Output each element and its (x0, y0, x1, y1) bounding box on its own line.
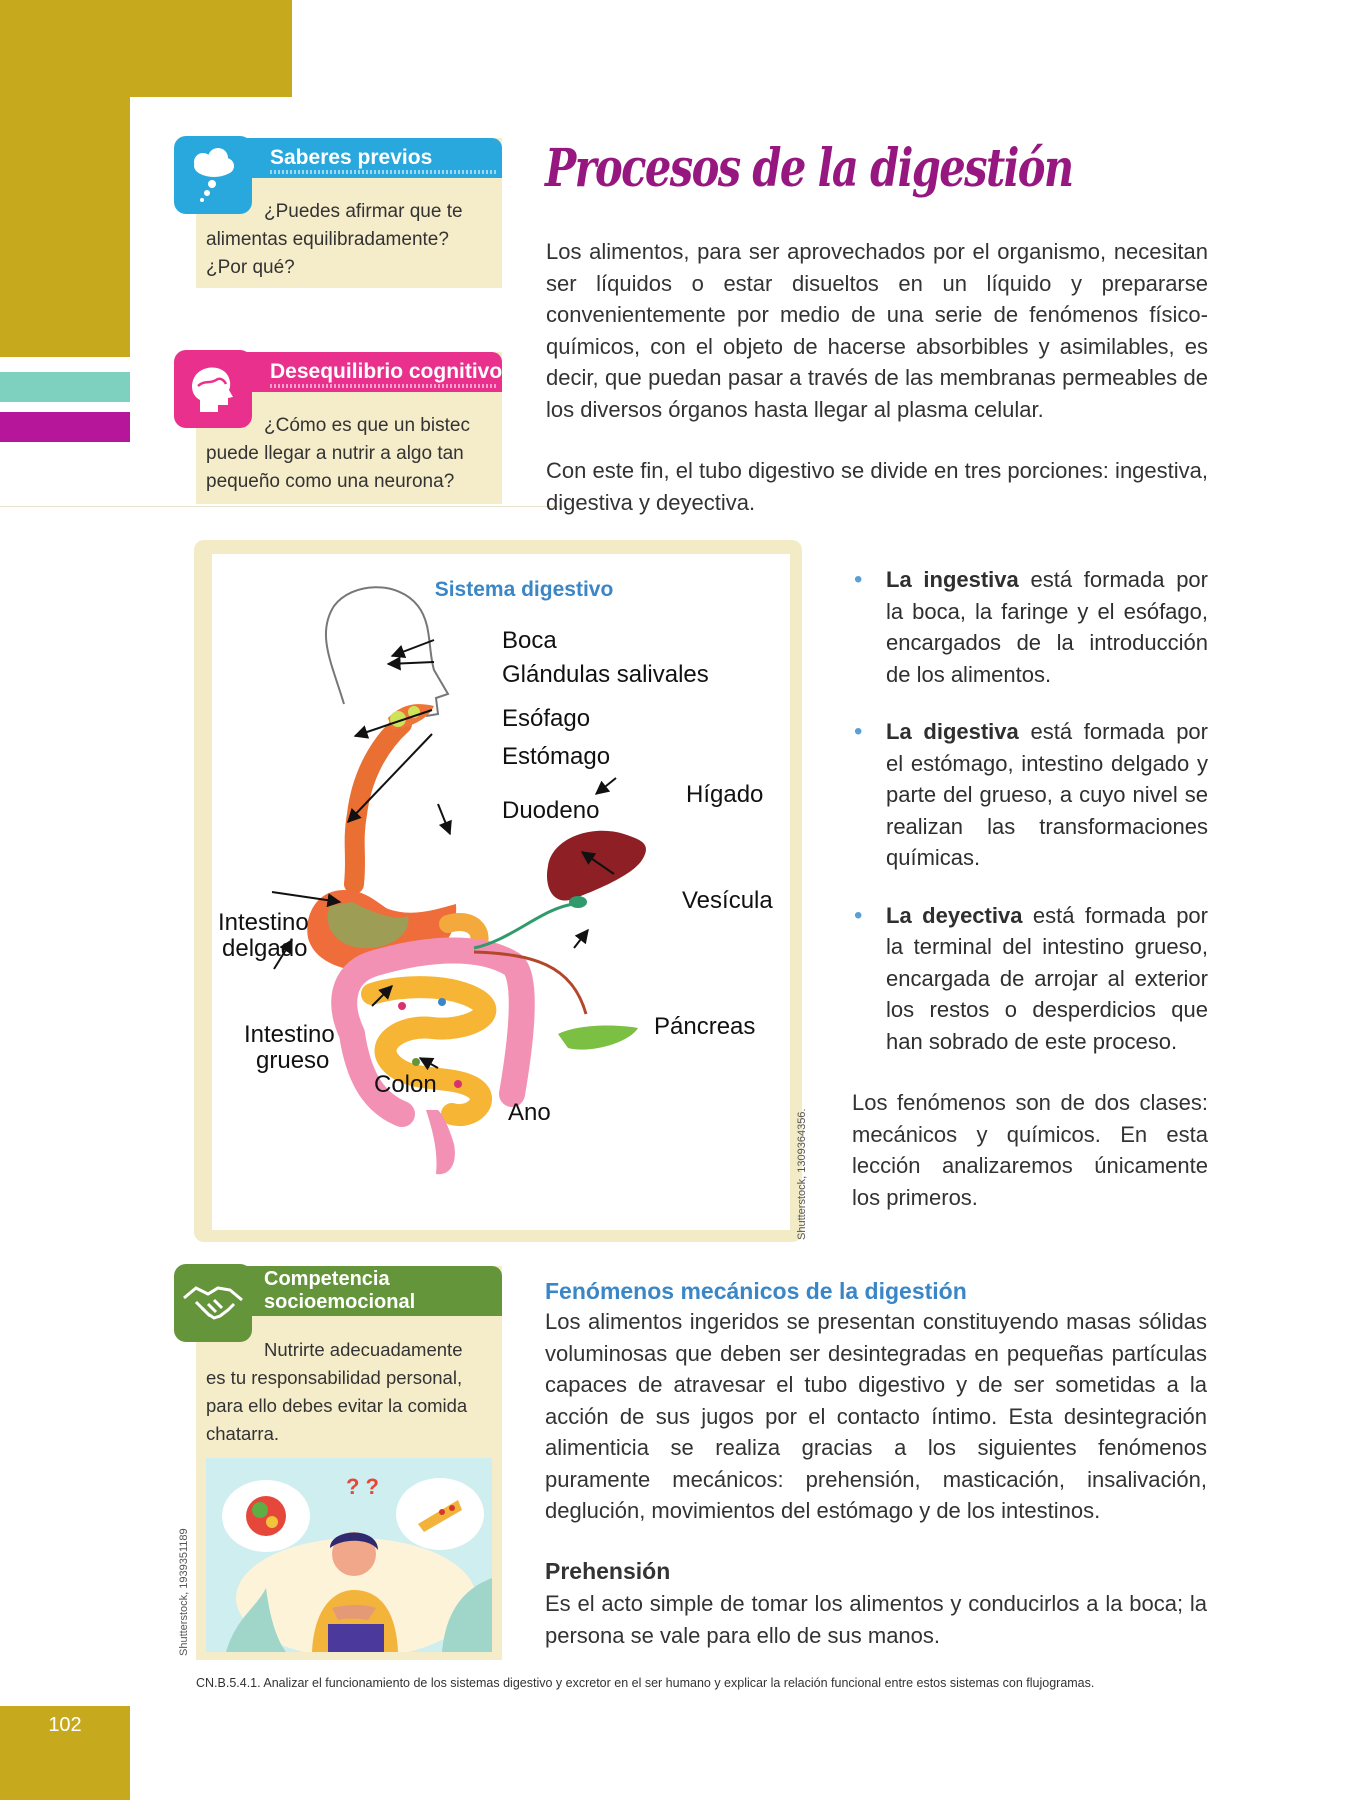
competencia-text-2: es tu responsabilidad personal, (206, 1367, 463, 1388)
desequilibrio-cognitivo-box (196, 352, 502, 504)
competencia-text-4: chatarra. (206, 1423, 280, 1444)
divider (0, 506, 560, 507)
label-intestino-delgado: Intestino (218, 909, 309, 936)
label-esofago: Esófago (502, 705, 591, 732)
desequilibrio-cognitivo-title: Desequilibrio cognitivo (270, 360, 503, 383)
phenomena-classes-paragraph: Los fenómenos son de dos clases: mecánicos y químicos. En esta lección analizaremos únicamente los primeros. (852, 1090, 1208, 1210)
decorative-band-left (0, 97, 130, 357)
handshake-icon (174, 1264, 252, 1342)
label-intestino-delgado-2: delgado (222, 935, 308, 962)
question-marks: ? ? (346, 1474, 379, 1499)
saberes-previos-text-2: alimentas equilibradamente? (206, 229, 449, 250)
decorative-band-teal (0, 372, 130, 402)
diagram-title: Sistema digestivo (434, 578, 614, 601)
digestive-system-diagram (212, 554, 790, 1230)
esophagus-shape (354, 724, 402, 884)
curriculum-footnote: CN.B.5.4.1. Analizar el funcionamiento de los sistemas digestivo y excretor en el ser humano y explicar la relación funcional entre estos sistemas con flujogramas. (196, 1676, 1095, 1690)
intro-paragraph: Los alimentos, para ser aprovechados por el organismo, necesitan ser líquidos o estar disueltos en un líquido y prepararse convenientemente por medio de una serie de fenómenos físico-químicos, con el objeto de hacerse absorbibles y asimilables, es decir, que puedan pasar a través de las membranas permeables de los diversos órganos hasta llegar al plasma celular. (546, 239, 1208, 422)
image-credit-competencia: Shutterstock, 1939351189 (178, 1528, 190, 1656)
list-item: • La ingestiva está formada por la boca, la faringe y el esófago, encargados de la introducción de los alimentos. (852, 564, 1208, 690)
section-paragraph: Los alimentos ingeridos se presentan constituyendo masas sólidas voluminosas que deben ser desintegradas en pequeñas partículas capaces de atravesar el tubo digestivo y de ser sometidas a la acción de sus jugos por el contacto íntimo. Esta desintegración alimenticia se realiza gracias a los siguientes fenómenos puramente mecánicos: prehensión, masticación, insalivación, deglución, movimientos del estómago y de los intestinos. (545, 1309, 1207, 1523)
desequilibrio-cognitivo-text-3: pequeño como una neurona? (206, 471, 455, 492)
decorative-band-magenta (0, 412, 130, 442)
decorative-band-top (0, 0, 292, 97)
intro-paragraph-2: Con este fin, el tubo digestivo se divide en tres porciones: ingestiva, digestiva y deyectiva. (546, 458, 1208, 515)
saberes-previos-text-3: ¿Por qué? (206, 257, 295, 278)
competencia-title-2: socioemocional (264, 1291, 416, 1313)
label-higado: Hígado (686, 781, 764, 808)
competencia-title-1: Competencia (264, 1268, 390, 1290)
section-title: Fenómenos mecánicos de la digestión (545, 1278, 967, 1304)
label-estomago: Estómago (502, 743, 611, 770)
desequilibrio-cognitivo-text-2: puede llegar a nutrir a algo tan (206, 443, 464, 464)
pancreas-shape (558, 1026, 638, 1050)
competencia-text-3: para ello debes evitar la comida (206, 1395, 468, 1416)
saberes-previos-box (196, 138, 502, 288)
desequilibrio-cognitivo-text-1: ¿Cómo es que un bistec (264, 415, 470, 436)
person-thinking-food-icon (206, 1458, 492, 1652)
label-colon: Colon (374, 1071, 437, 1098)
liver-shape (547, 831, 646, 901)
competencia-socioemocional-box (196, 1266, 502, 1660)
saberes-previos-title: Saberes previos (270, 146, 433, 169)
subsection-title: Prehensión (545, 1558, 671, 1584)
label-vesicula: Vesícula (682, 887, 773, 914)
label-duodeno: Duodeno (502, 797, 600, 824)
image-credit-diagram: Shutterstock, 1309364356. (796, 1108, 808, 1240)
label-boca: Boca (502, 627, 557, 654)
competencia-text-1: Nutrirte adecuadamente (264, 1339, 463, 1360)
label-ano: Ano (508, 1099, 551, 1126)
gallbladder-shape (569, 896, 587, 908)
label-pancreas: Páncreas (654, 1013, 756, 1040)
list-item: • La digestiva está formada por el estómago, intestino delgado y parte del grueso, a cuyo nivel se realizan las transformaciones químicas. (852, 716, 1208, 874)
saberes-previos-text-1: ¿Puedes afirmar que te (264, 201, 463, 222)
subsection-paragraph: Es el acto simple de tomar los alimentos y conducirlos a la boca; la persona se vale para ello de sus manos. (545, 1591, 1207, 1648)
page-number: 102 (48, 1714, 82, 1736)
label-glandulas-salivales: Glándulas salivales (502, 661, 709, 688)
page-title: Procesos de la digestión (545, 138, 1073, 199)
head-outline (326, 587, 448, 716)
list-item: • La deyectiva está formada por la terminal del intestino grueso, encargada de arrojar al exterior los restos o desperdicios que han sobrado de este proceso. (852, 900, 1208, 1058)
label-intestino-grueso-2: grueso (256, 1047, 330, 1074)
portions-list (852, 564, 1208, 1083)
label-intestino-grueso: Intestino (244, 1021, 335, 1048)
